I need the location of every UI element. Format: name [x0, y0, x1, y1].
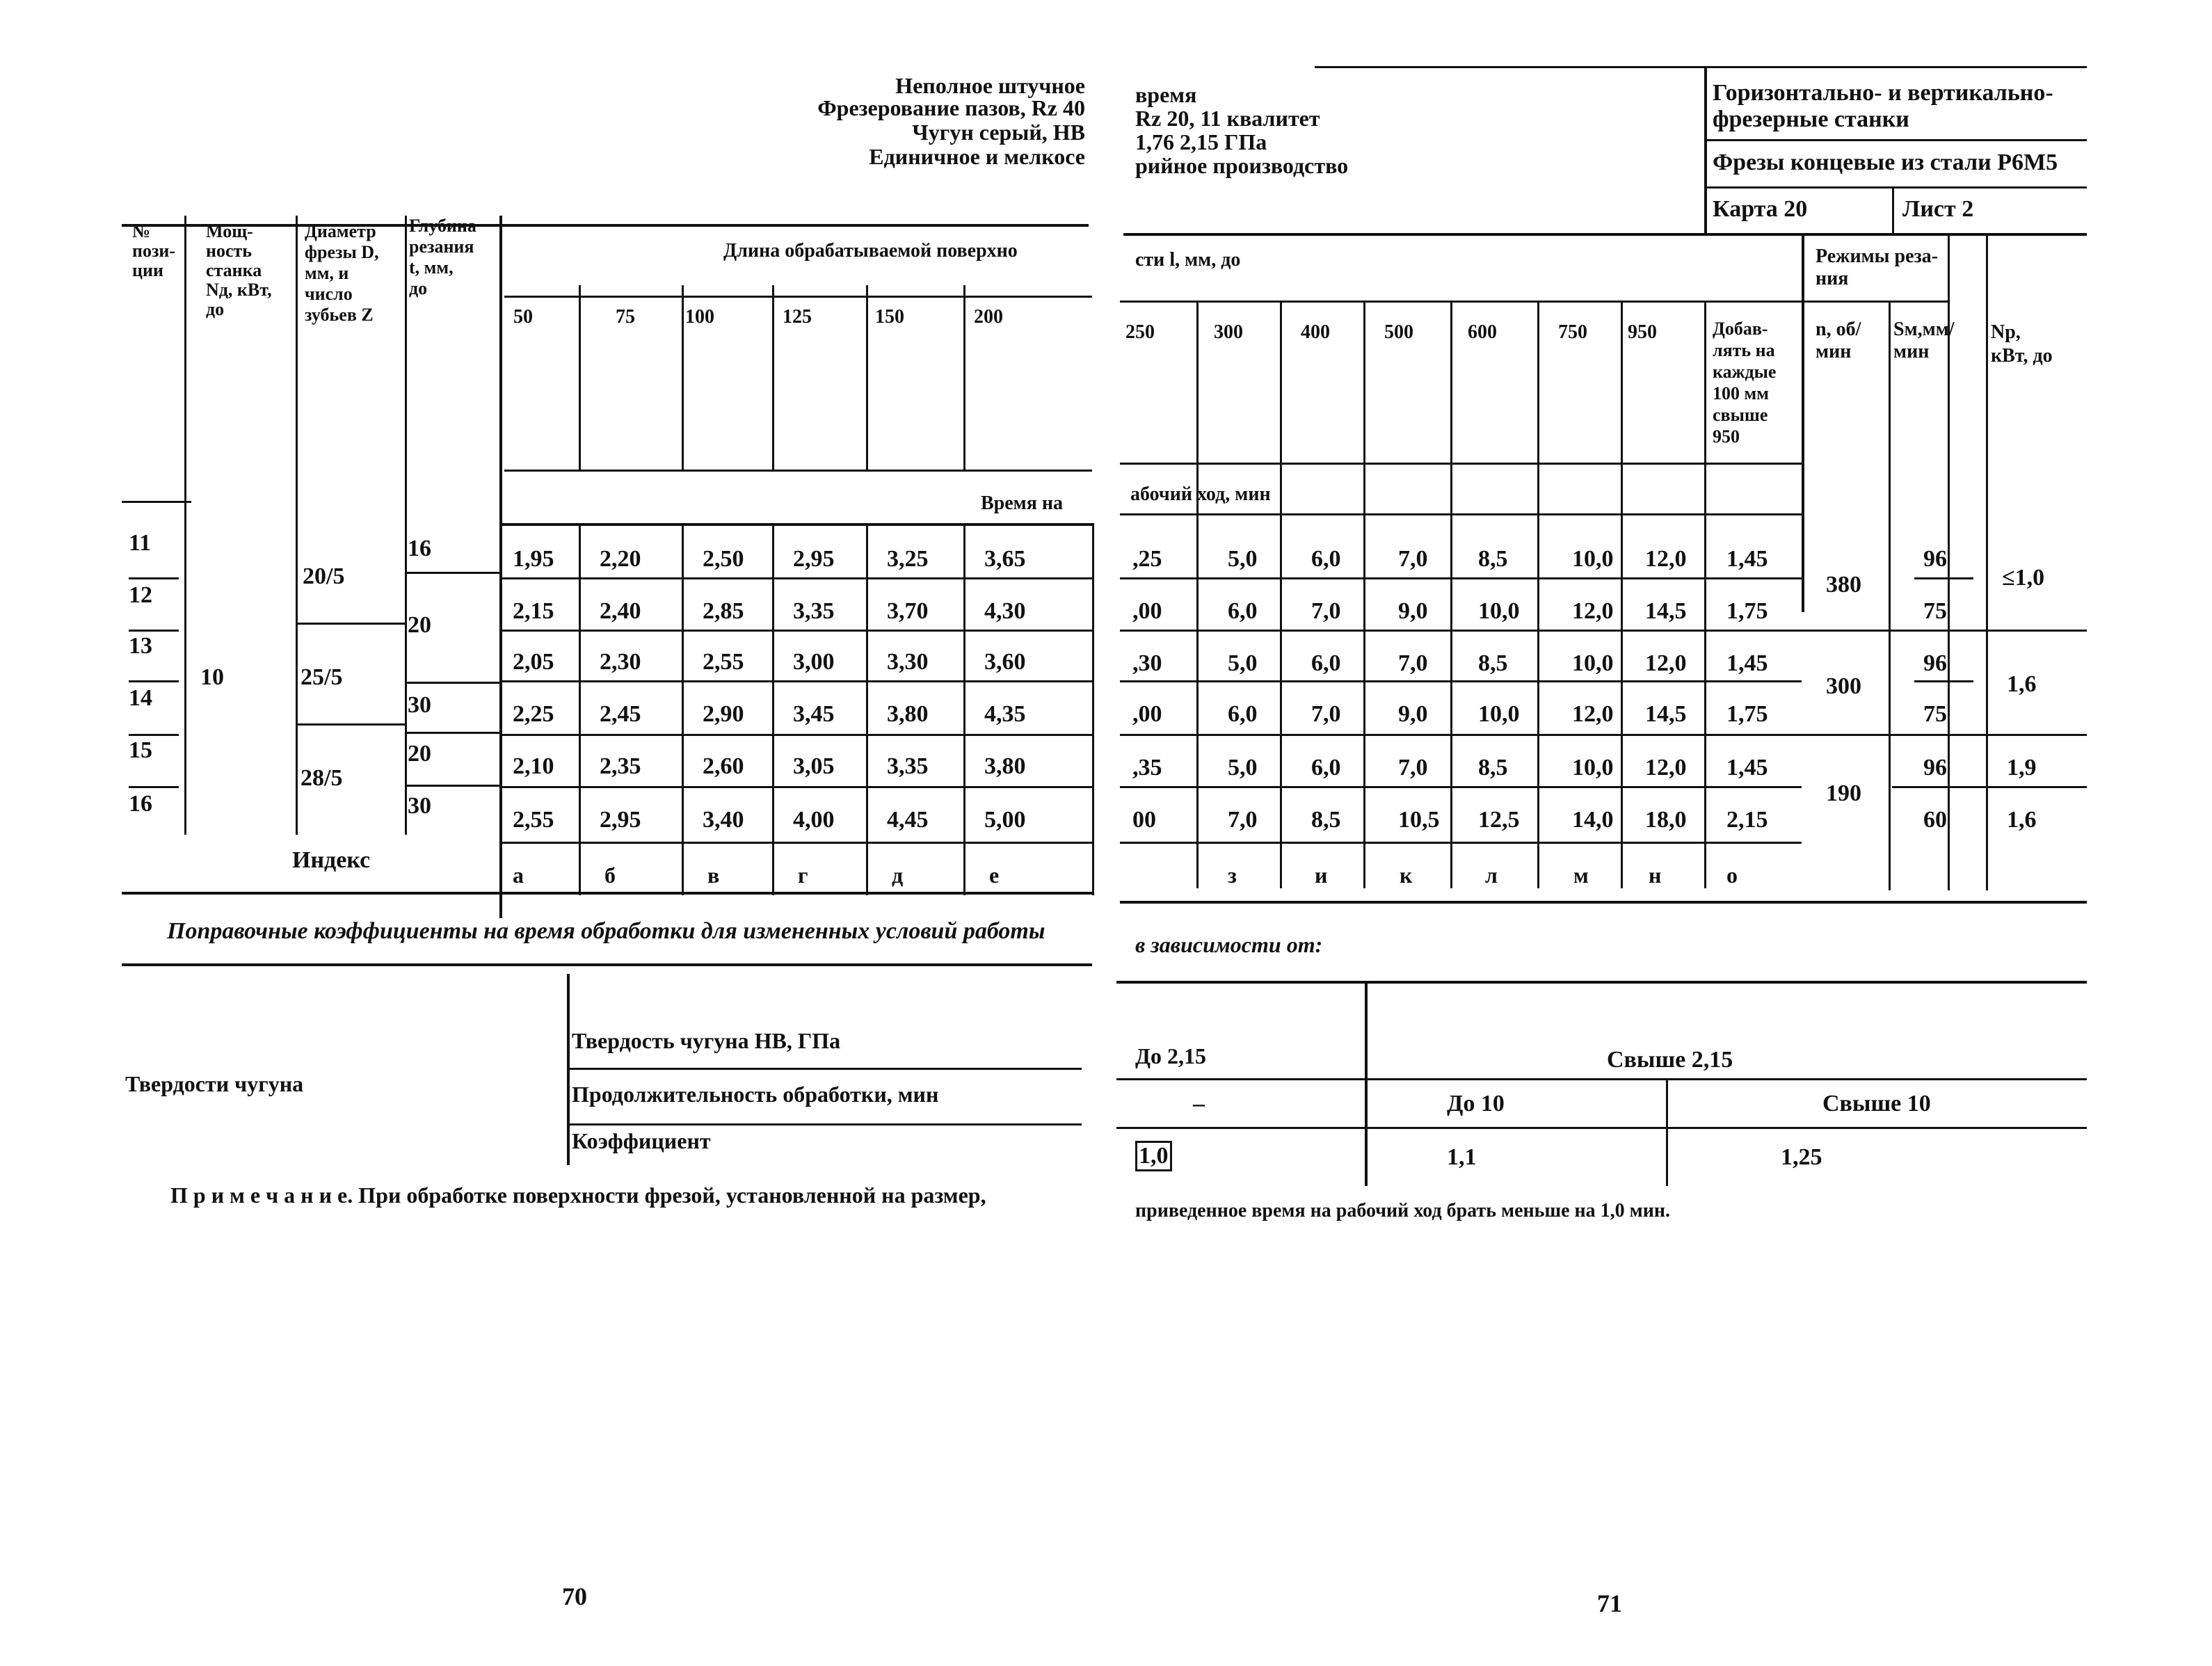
rule-line: [1802, 734, 2087, 736]
time-cell: 6,0: [1228, 701, 1258, 727]
time-cell: 5,0: [1228, 755, 1258, 780]
sheet-number: Лист 2: [1902, 196, 1974, 222]
time-cell: 2,30: [600, 649, 641, 675]
depth-header: резания: [409, 237, 474, 257]
rule-line: [1280, 301, 1282, 888]
time-cell: 3,45: [793, 701, 835, 727]
length-header: 400: [1301, 321, 1330, 343]
time-cell: 2,10: [513, 753, 554, 779]
machines-text: Горизонтально- и вертикально-фрезерные станки: [1713, 80, 2053, 132]
np-value: 1,6: [2007, 807, 2037, 833]
rule-line: [1892, 186, 1894, 235]
n-header: мин: [1816, 341, 1852, 362]
length-header: 950: [1628, 321, 1657, 343]
power-header: до: [206, 299, 225, 319]
page-number-right: 71: [1597, 1589, 1622, 1617]
time-cell: 6,0: [1311, 755, 1341, 780]
rule-line: [405, 682, 499, 684]
position-number: 15: [129, 737, 152, 763]
add-header: 950: [1713, 426, 1740, 447]
time-cell: 10,0: [1572, 650, 1614, 676]
add-header: Добав-: [1713, 319, 1768, 339]
rule-line: [184, 216, 186, 835]
left-header-line: Единичное и мелкосе: [869, 144, 1085, 169]
time-cell: 7,0: [1398, 546, 1428, 572]
rule-line: [122, 501, 191, 503]
time-cell: 12,5: [1478, 807, 1520, 833]
rule-line: [1802, 301, 1948, 303]
pos-header: пози-: [132, 241, 176, 261]
np-value: 1,9: [2007, 755, 2037, 780]
rule-line: [1704, 139, 2087, 141]
rule-line: [1704, 66, 1707, 234]
length-header: 50: [513, 306, 533, 328]
time-cell: 12,0: [1572, 598, 1614, 624]
depth-value: 30: [408, 692, 431, 718]
power-header: Nд, кВт,: [206, 280, 272, 300]
dependence-text: в зависимости от:: [1135, 932, 1323, 957]
row-rule: [1120, 630, 1802, 632]
power-value: 10: [200, 664, 224, 690]
time-cell: 10,0: [1572, 546, 1614, 572]
right-top-rule: [1315, 66, 2087, 68]
index-letter: и: [1315, 863, 1328, 888]
time-cell: 2,55: [703, 649, 744, 675]
time-cell: 3,00: [793, 649, 835, 675]
depth-header: до: [409, 278, 428, 298]
row-rule: [499, 630, 1092, 632]
row-rule: [1120, 786, 1802, 788]
time-cell: 14,0: [1572, 807, 1614, 833]
index-letter: г: [798, 863, 808, 888]
rule-line: [1537, 301, 1539, 888]
diameter-header: число: [305, 284, 353, 304]
time-cell: 3,65: [984, 546, 1026, 572]
rule-line: [1123, 233, 2087, 236]
index-letter: л: [1485, 863, 1498, 888]
s-value: 96: [1923, 650, 1947, 676]
position-rule: [129, 786, 179, 788]
rule-line: [1450, 301, 1452, 888]
time-cell: 3,80: [984, 753, 1026, 779]
time-cell: 5,00: [984, 807, 1026, 833]
row-rule: [499, 680, 1092, 682]
index-bottom-rule: [1120, 901, 2087, 904]
rule-line: [579, 523, 581, 895]
n-value: 190: [1826, 780, 1861, 806]
s-value: 60: [1923, 807, 1947, 833]
time-cell: 8,5: [1478, 650, 1508, 676]
length-header: 100: [685, 306, 714, 328]
index-letter: з: [1228, 863, 1237, 888]
time-cell: 3,70: [887, 598, 929, 624]
row-rule: [1120, 734, 1802, 736]
time-group-header: абочий ход, мин: [1130, 483, 1271, 505]
rule-line: [567, 1123, 1082, 1126]
time-cell: 5,0: [1228, 546, 1258, 572]
coefficient: 1,25: [1781, 1144, 1822, 1170]
rule-line: [1120, 301, 1805, 303]
time-cell: 1,45: [1726, 650, 1768, 676]
rule-line: [1116, 1078, 2087, 1080]
rule-line: [579, 285, 581, 470]
rule-line: [1120, 463, 1802, 465]
rule-line: [1120, 513, 1802, 515]
time-cell: 12,0: [1645, 650, 1687, 676]
time-cell: 10,0: [1478, 701, 1520, 727]
time-cell: ,00: [1132, 701, 1162, 727]
time-cell: 8,5: [1478, 755, 1508, 780]
rule-line: [405, 572, 499, 574]
length-header: 150: [875, 306, 904, 328]
time-cell: 4,35: [984, 701, 1026, 727]
tool-text: Фрезы концевые из стали Р6М5: [1713, 150, 2058, 175]
time-cell: 5,0: [1228, 650, 1258, 676]
rule-line: [499, 523, 1092, 526]
time-cell: 2,25: [513, 701, 554, 727]
time-cell: 3,30: [887, 649, 929, 675]
rule-line: [772, 285, 774, 470]
length-header: 200: [974, 306, 1003, 328]
time-cell: 18,0: [1645, 807, 1687, 833]
time-cell: 2,15: [513, 598, 554, 624]
index-letter: н: [1649, 863, 1662, 888]
time-cell: 2,85: [703, 598, 744, 624]
time-cell: 3,25: [887, 546, 929, 572]
duration-low: До 10: [1447, 1091, 1505, 1116]
time-cell: 1,45: [1726, 755, 1768, 780]
s-value: 96: [1923, 546, 1947, 572]
index-letter: к: [1400, 863, 1413, 888]
length-header: 300: [1214, 321, 1243, 343]
time-cell: 12,0: [1645, 755, 1687, 780]
rule-line: [504, 470, 1092, 472]
power-header: станка: [206, 260, 262, 280]
row-rule: [499, 842, 1092, 844]
time-cell: 00: [1132, 807, 1156, 833]
time-cell: ,25: [1132, 546, 1162, 572]
duration-dash: –: [1193, 1091, 1205, 1116]
s-value: 96: [1923, 755, 1947, 780]
diameter-header: фрезы D,: [305, 242, 379, 262]
position-number: 11: [129, 530, 152, 556]
time-cell: 2,95: [600, 807, 641, 833]
time-cell: 9,0: [1398, 598, 1428, 624]
time-cell: 8,5: [1478, 546, 1508, 572]
time-cell: 4,30: [984, 598, 1026, 624]
time-group-header: Время на: [981, 492, 1064, 514]
s-value: 75: [1923, 598, 1947, 624]
time-cell: 10,0: [1478, 598, 1520, 624]
length-header: 750: [1558, 321, 1587, 343]
n-value: 380: [1826, 572, 1861, 598]
length-header: 600: [1468, 321, 1497, 343]
coefficient: 1,1: [1447, 1144, 1477, 1170]
time-cell: 3,35: [887, 753, 929, 779]
time-cell: 2,05: [513, 649, 554, 675]
time-cell: 7,0: [1311, 701, 1341, 727]
power-header: Мощ-: [206, 221, 253, 241]
time-cell: 1,45: [1726, 546, 1768, 572]
length-header: 500: [1384, 321, 1413, 343]
index-label: Индекс: [292, 847, 371, 873]
index-letter: б: [604, 863, 616, 888]
time-cell: 8,5: [1311, 807, 1341, 833]
position-number: 14: [129, 685, 152, 711]
time-cell: 2,40: [600, 598, 641, 624]
rule-line: [1986, 786, 2087, 788]
time-cell: ,30: [1132, 650, 1162, 676]
corrections-title: Поправочные коэффициенты на время обработки для измененных условий работы: [167, 918, 1045, 944]
rule-line: [1092, 523, 1094, 895]
index-letter: м: [1573, 863, 1589, 888]
rule-line: [1363, 301, 1365, 888]
index-letter: д: [892, 863, 904, 888]
index-letter: в: [707, 863, 720, 888]
rule-line: [567, 1068, 1082, 1070]
time-cell: 1,75: [1726, 701, 1768, 727]
time-cell: 7,0: [1228, 807, 1258, 833]
row-rule: [1120, 842, 1802, 844]
coefficient-boxed: 1,0: [1135, 1141, 1172, 1171]
depth-value: 16: [408, 536, 431, 561]
left-header-line: Неполное штучное: [895, 73, 1085, 98]
time-cell: 3,05: [793, 753, 835, 779]
diameter-value: 20/5: [303, 563, 345, 589]
time-cell: 2,15: [1726, 807, 1768, 833]
rule-line: [1621, 301, 1623, 888]
time-cell: 10,5: [1398, 807, 1440, 833]
depth-value: 20: [408, 612, 431, 638]
diameter-value: 28/5: [300, 765, 343, 791]
hardness-low: До 2,15: [1135, 1043, 1207, 1068]
rule-line: [1196, 301, 1199, 888]
rule-line: [682, 523, 684, 895]
duration-high: Свыше 10: [1822, 1091, 1931, 1116]
rule-line: [1666, 1078, 1668, 1186]
rule-line: [405, 216, 407, 835]
np-header: Nр,: [1991, 321, 2021, 343]
add-header: лять на: [1713, 340, 1775, 360]
row-rule: [1120, 680, 1802, 682]
n-value: 300: [1826, 673, 1861, 699]
rule-line: [1704, 301, 1706, 888]
diameter-value: 25/5: [300, 664, 343, 690]
rule-line: [504, 296, 1092, 298]
time-cell: 2,20: [600, 546, 641, 572]
rule-line: [122, 963, 1092, 966]
index-letter: а: [513, 863, 524, 888]
time-cell: 2,45: [600, 701, 641, 727]
note-continuation: приведенное время на рабочий ход брать меньше на 1,0 мин.: [1135, 1200, 1670, 1222]
time-cell: 6,0: [1311, 650, 1341, 676]
depth-value: 20: [408, 741, 431, 767]
left-table-top-rule: [122, 224, 1089, 227]
rule-line: [296, 216, 298, 835]
rule-line: [963, 285, 965, 470]
time-cell: 6,0: [1311, 546, 1341, 572]
time-cell: 4,00: [793, 807, 835, 833]
rule-line: [772, 523, 774, 895]
time-cell: 6,0: [1228, 598, 1258, 624]
time-cell: 3,40: [703, 807, 744, 833]
rule-line: [405, 732, 499, 734]
diameter-header: Диаметр: [305, 221, 376, 241]
hardness-row: Продолжительность обработки, мин: [572, 1082, 939, 1107]
time-cell: 3,35: [793, 598, 835, 624]
rule-line: [1116, 1127, 2087, 1129]
time-cell: 3,60: [984, 649, 1026, 675]
time-cell: 12,0: [1645, 546, 1687, 572]
time-cell: 4,45: [887, 807, 929, 833]
length-group-header: Длина обрабатываемой поверхно: [723, 240, 1018, 262]
rule-line: [1892, 786, 1986, 788]
rule-line: [1704, 186, 2087, 189]
time-cell: 10,0: [1572, 755, 1614, 780]
add-header: 100 мм: [1713, 383, 1769, 403]
rule-line: [866, 523, 868, 895]
right-header-line: Rz 20, 11 квалитет: [1135, 106, 1320, 131]
row-rule: [499, 786, 1092, 788]
add-header: каждые: [1713, 362, 1777, 382]
time-cell: 2,95: [793, 546, 835, 572]
np-header: кВт, до: [1991, 345, 2053, 367]
length-header: 75: [616, 306, 635, 328]
rule-line: [682, 285, 684, 470]
right-header-line: рийное производство: [1135, 153, 1349, 178]
diameter-header: мм, и: [305, 263, 349, 283]
rule-line: [1802, 233, 1804, 612]
time-cell: 2,50: [703, 546, 744, 572]
card-number: Карта 20: [1713, 196, 1808, 222]
position-number: 12: [129, 582, 152, 608]
index-bottom-rule: [122, 892, 1092, 895]
rule-line: [405, 785, 499, 787]
modes-group-header: Режимы реза-ния: [1816, 246, 1939, 289]
time-cell: ,00: [1132, 598, 1162, 624]
position-rule: [129, 630, 179, 632]
s-value: 75: [1923, 701, 1947, 727]
time-cell: 2,55: [513, 807, 554, 833]
rule-line: [866, 285, 868, 470]
time-cell: 12,0: [1572, 701, 1614, 727]
position-rule: [129, 734, 179, 736]
n-header: n, об/: [1816, 319, 1861, 340]
pos-header: №: [132, 221, 151, 241]
rule-line: [1802, 630, 2087, 632]
position-number: 16: [129, 791, 152, 817]
time-cell: 7,0: [1398, 755, 1428, 780]
np-value: ≤1,0: [2002, 565, 2045, 591]
rule-line: [296, 723, 405, 726]
depth-value: 30: [408, 793, 431, 819]
length-header: 125: [783, 306, 812, 328]
rule-line: [1986, 233, 1988, 890]
time-cell: 3,80: [887, 701, 929, 727]
depth-header: Глубина: [409, 216, 476, 236]
rule-line: [963, 523, 965, 895]
rule-line: [1914, 680, 1973, 682]
time-cell: 7,0: [1398, 650, 1428, 676]
rule-line: [1116, 981, 2087, 984]
time-cell: 2,35: [600, 753, 641, 779]
time-cell: 2,90: [703, 701, 744, 727]
length-header: 250: [1125, 321, 1155, 343]
hardness-row: Коэффициент: [572, 1128, 711, 1153]
time-cell: 14,5: [1645, 598, 1687, 624]
np-value: 1,6: [2007, 671, 2037, 697]
hardness-high: Свыше 2,15: [1607, 1047, 1733, 1073]
time-cell: 1,75: [1726, 598, 1768, 624]
index-letter: о: [1726, 863, 1738, 888]
index-letter: е: [989, 863, 1000, 888]
time-cell: ,35: [1132, 755, 1162, 780]
position-number: 13: [129, 633, 152, 659]
time-cell: 14,5: [1645, 701, 1687, 727]
note-text: П р и м е ч а н и е. При обработке поверхности фрезой, установленной на размер,: [170, 1183, 986, 1208]
left-header-line: Фрезерование пазов, Rz 40: [817, 95, 1085, 120]
s-header: мин: [1893, 341, 1930, 362]
time-cell: 7,0: [1311, 598, 1341, 624]
row-rule: [499, 734, 1092, 736]
hardness-row: Твердость чугуна НВ, ГПа: [572, 1028, 841, 1053]
pos-header: ции: [132, 260, 163, 280]
time-cell: 9,0: [1398, 701, 1428, 727]
rule-line: [1365, 981, 1368, 1186]
right-header-line: время: [1135, 82, 1197, 107]
rule-line: [1914, 577, 1973, 579]
hardness-label: Твердости чугуна: [125, 1071, 304, 1096]
position-rule: [129, 680, 179, 682]
page-number-left: 70: [562, 1583, 587, 1610]
position-rule: [129, 577, 179, 579]
depth-header: t, мм,: [409, 257, 454, 278]
s-header: Sм,мм/: [1893, 319, 1955, 340]
left-header-line: Чугун серый, НВ: [912, 120, 1085, 145]
row-rule: [499, 577, 1092, 579]
add-header: свыше: [1713, 405, 1768, 425]
rule-line: [1889, 301, 1891, 890]
right-header-line: 1,76 2,15 ГПа: [1135, 129, 1267, 154]
diameter-header: зубьев Z: [305, 305, 374, 325]
time-cell: 2,60: [703, 753, 744, 779]
row-rule: [1120, 577, 1802, 579]
time-cell: 1,95: [513, 546, 554, 572]
power-header: ность: [206, 241, 253, 261]
rule-line: [296, 623, 405, 625]
length-group-header: сти l, мм, до: [1135, 249, 1241, 271]
rule-line: [499, 216, 502, 918]
